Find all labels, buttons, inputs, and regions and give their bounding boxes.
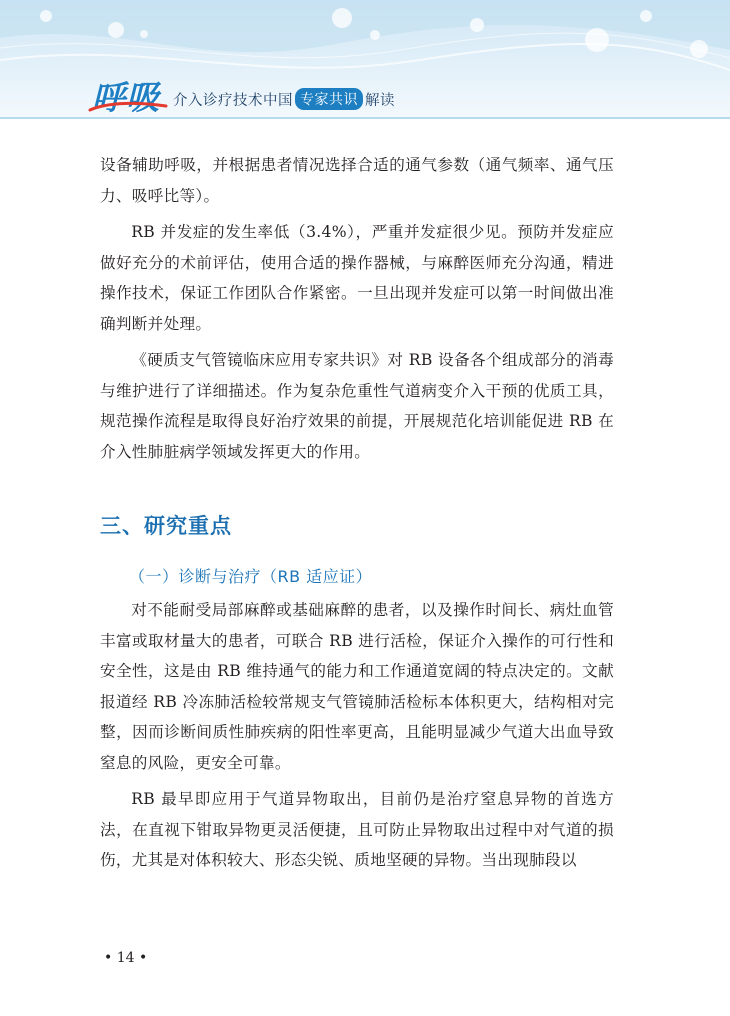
header-title xyxy=(173,88,395,110)
paragraph: RB 并发症的发生率低（3.4%），严重并发症很少见。预防并发症应做好充分的术前评估，使用合适的操作器械，与麻醉医师充分沟通，精进操作技术，保证工作团队合作紧密。一旦出现并发症可以第一时间做出准确判断并处理。 xyxy=(100,223,614,333)
header-title-suffix: 解读 xyxy=(365,92,395,109)
page-number: • 14 • xyxy=(104,950,148,966)
header-title-highlight: 专家共识 xyxy=(295,88,363,110)
section-heading: 三、研究重点 xyxy=(100,514,232,538)
paragraph: 设备辅助呼吸，并根据患者情况选择合适的通气参数（通气频率、通气压力、吸呼比等）。 xyxy=(100,156,614,205)
body-bottom xyxy=(100,595,614,882)
paragraph: 对不能耐受局部麻醉或基础麻醉的患者，以及操作时间长、病灶血管丰富或取材量大的患者，可联合 RB 进行活检，保证介入操作的可行性和安全性，这是由 RB 维持通气的能力和工作通道宽阔的特点决定的。文献报道经 RB 冷冻肺活检较常规支气管镜肺活检标本体积更大，结构相对完整，因而诊断间质性肺疾病的阳性率更高，且能明显减少气道大出血导致窒息的风险，更安全可靠。 xyxy=(100,601,614,772)
paragraph: 《硬质支气管镜临床应用专家共识》对 RB 设备各个组成部分的消毒与维护进行了详细描述。作为复杂危重性气道病变介入干预的优质工具，规范操作流程是取得良好治疗效果的前提，开展规范化培训能促进 RB 在介入性肺脏病学领域发挥更大的作用。 xyxy=(100,351,614,461)
header-title-prefix: 介入诊疗技术中国 xyxy=(173,92,293,109)
logo-swoosh-icon xyxy=(88,100,168,114)
body-top xyxy=(100,150,614,473)
header-logo: 呼吸 xyxy=(92,78,160,117)
paragraph: RB 最早即应用于气道异物取出，目前仍是治疗窒息异物的首选方法，在直视下钳取异物更灵活便捷，且可防止异物取出过程中对气道的损伤，尤其是对体积较大、形态尖锐、质地坚硬的异物。当出现肺段以 xyxy=(100,790,614,869)
subsection-heading: （一）诊断与治疗（RB 适应证） xyxy=(129,567,373,586)
